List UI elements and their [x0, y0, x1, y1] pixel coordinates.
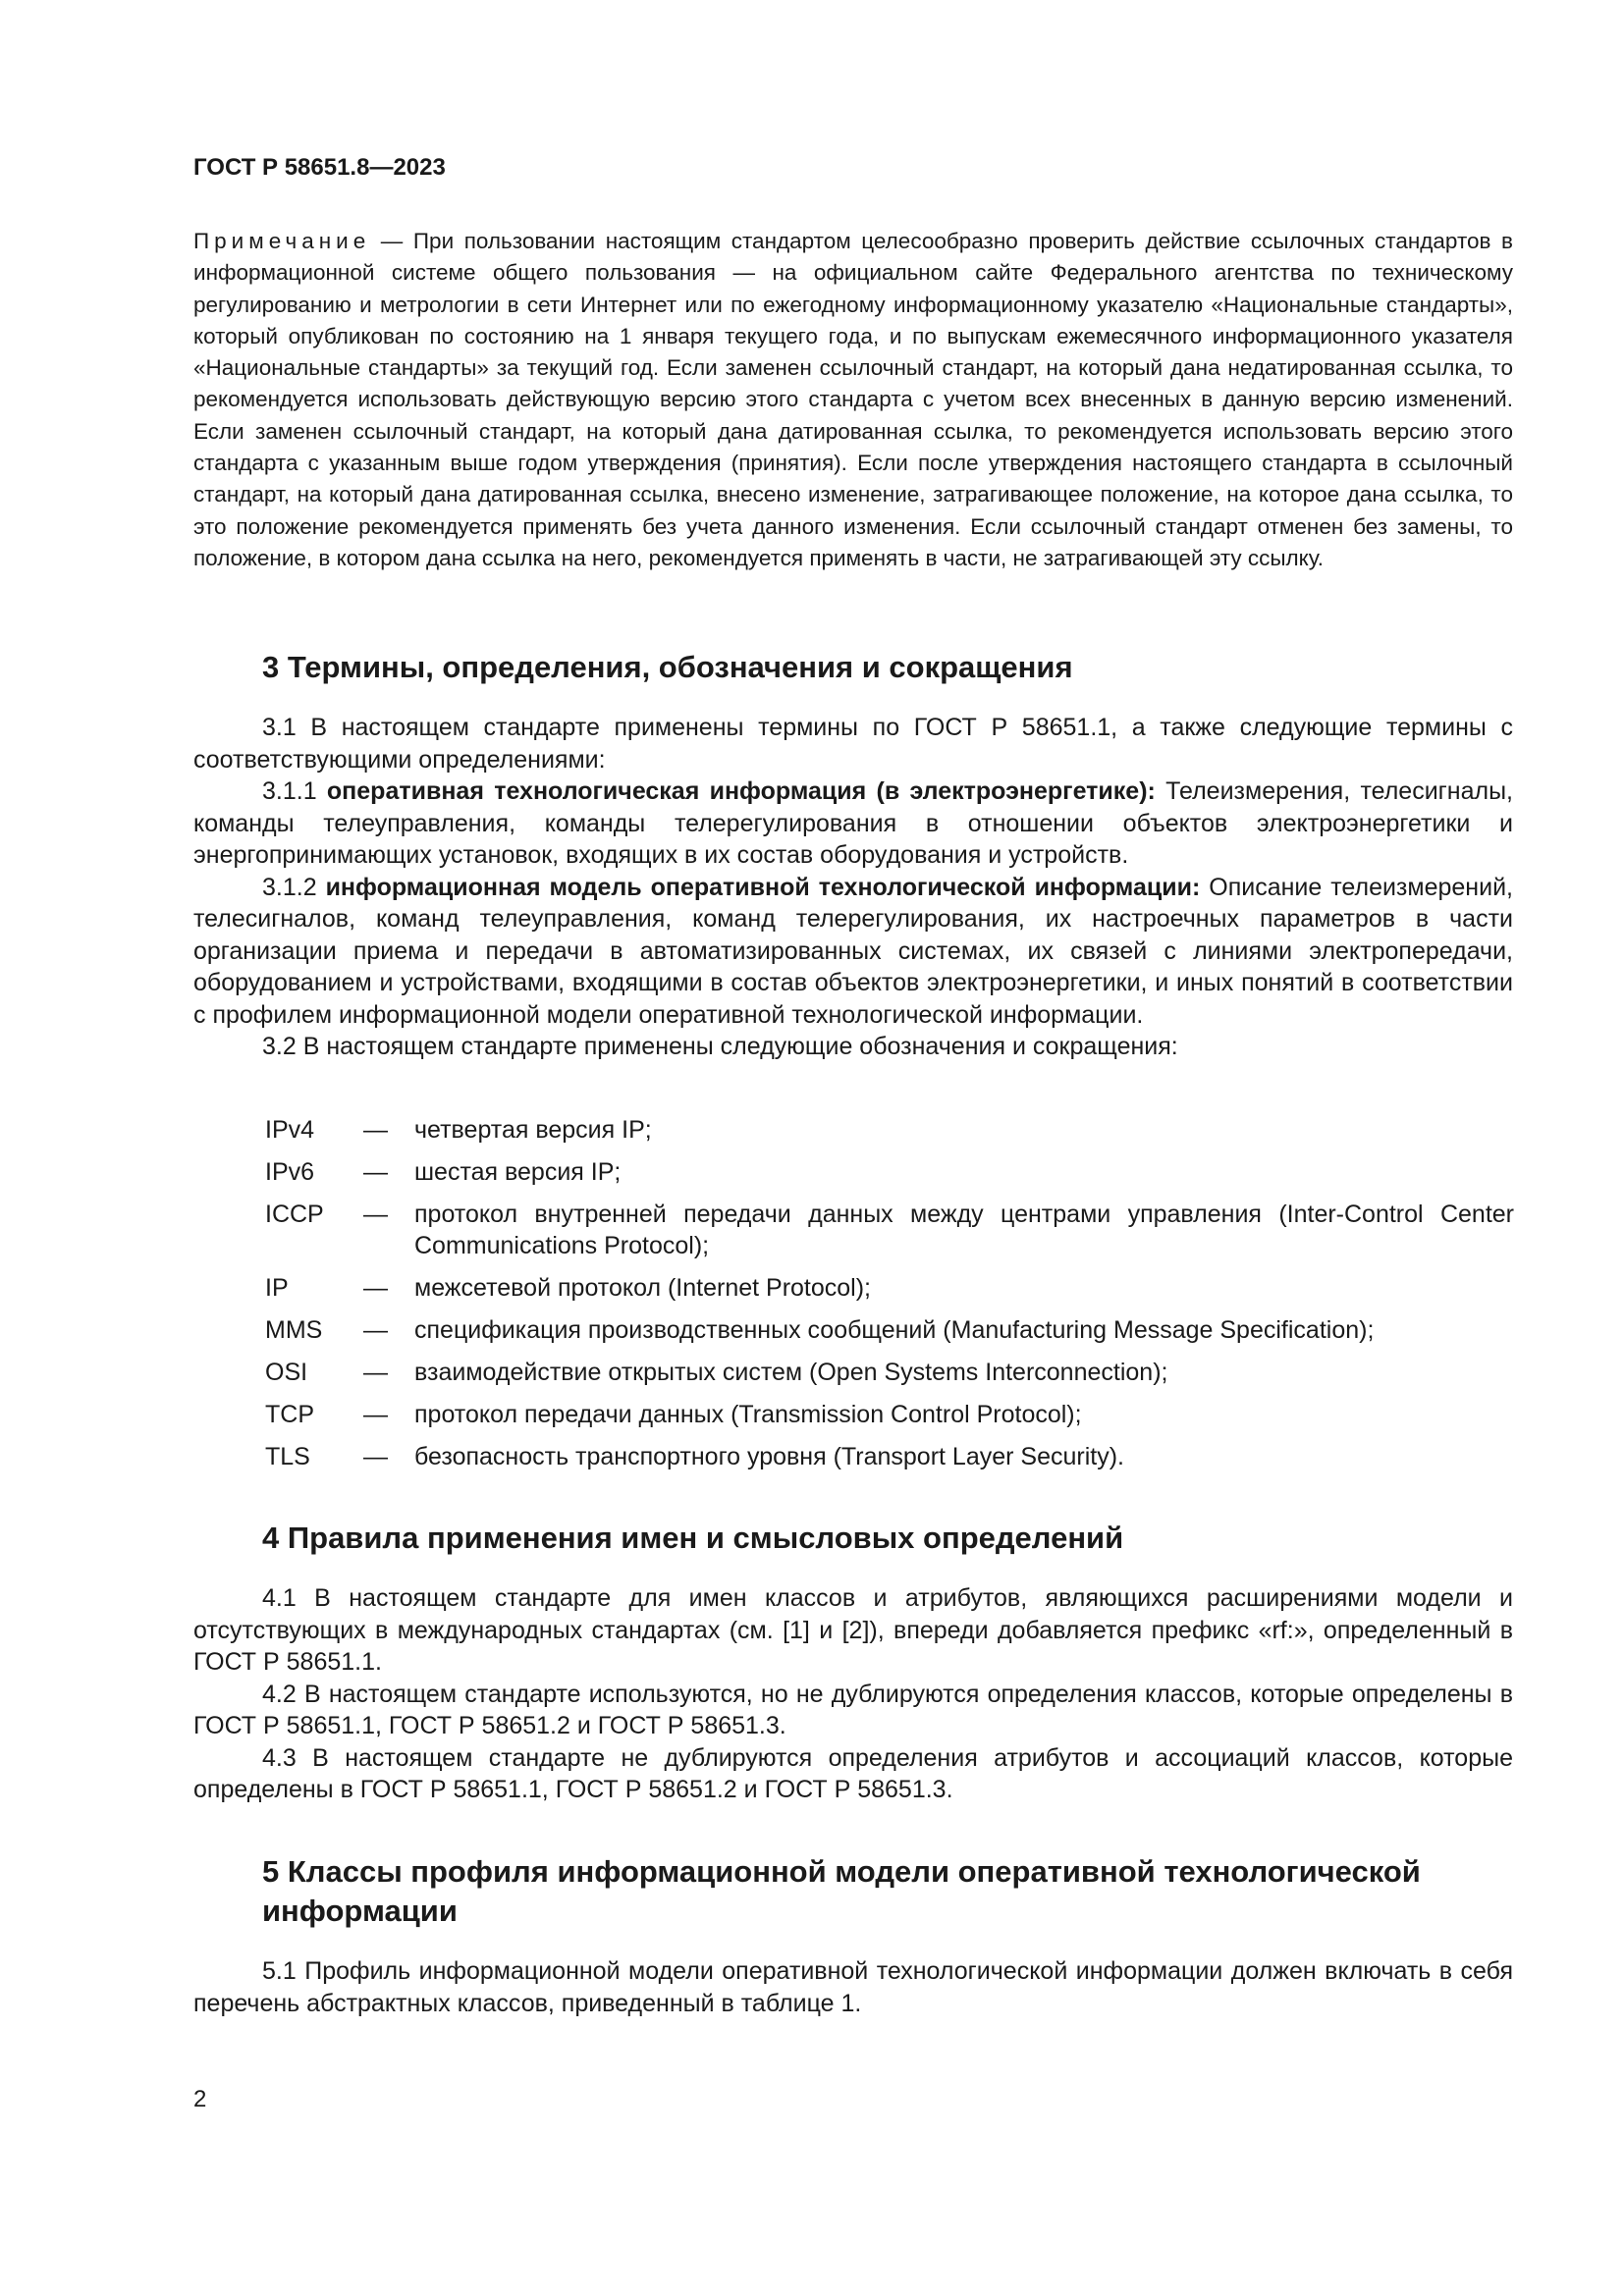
abbreviation-value: шестая версия IP; — [414, 1158, 622, 1186]
abbreviation-value: безопасность транспортного уровня (Transport Layer Security). — [414, 1443, 1124, 1470]
section-3-heading: 3 Термины, определения, обозначения и сокращения — [262, 650, 1073, 684]
term-definition: Описание телеизмерений, телесигналов, команд телеуправления, команд телерегулирования, их настроечных параметров в части организации приема и передачи в автоматизированных системах, их связей с линиями электропередачи, оборудованием и устройствами, входящими в состав объектов электроэнергетики, и иных понятий в соответствии с профилем информационной модели оперативной технологической информации. — [193, 873, 1513, 1029]
section-5-heading: 5 Классы профиля информационной модели оперативной технологической информации — [262, 1854, 1421, 1928]
abbreviation-list — [265, 1114, 1514, 1483]
paragraph-3-2: 3.2 В настоящем стандарте применены следующие обозначения и сокращения: — [262, 1033, 1178, 1060]
paragraph-4-2: 4.2 В настоящем стандарте используются, но не дублируются определения классов, которые определены в ГОСТ Р 58651.1, ГОСТ Р 58651.2 и ГОСТ Р 58651.3. — [193, 1680, 1513, 1739]
abbreviation-row — [265, 1114, 1514, 1146]
paragraph-3-1: 3.1 В настоящем стандарте применены термины по ГОСТ Р 58651.1, а также следующие термины с соответствующими определениями: — [193, 714, 1513, 774]
paragraph-4-1: 4.1 В настоящем стандарте для имен классов и атрибутов, являющихся расширениями модели и отсутствующих в международных стандартах (см. [1] и [2]), впереди добавляется префикс «rf:», определенный в ГОСТ Р 58651.1. — [193, 1584, 1513, 1676]
abbreviation-value: взаимодействие открытых систем (Open Systems Interconnection); — [414, 1359, 1168, 1386]
section-3-body — [193, 712, 1513, 1063]
abbreviation-key: MMS — [265, 1316, 323, 1344]
section-5-body — [193, 1955, 1513, 2019]
term-definition: Телеизмерения, телесигналы, команды телеуправления, команды телерегулирования в отношении объектов электроэнергетики и энергопринимающих установок, входящих в их состав оборудования и устройств. — [193, 777, 1513, 869]
abbreviation-key: OSI — [265, 1359, 308, 1386]
abbreviation-dash: — — [363, 1274, 388, 1302]
abbreviation-row — [265, 1399, 1514, 1430]
term-title: оперативная технологическая информация (в электроэнергетике): — [326, 777, 1156, 805]
abbreviation-key: TLS — [265, 1443, 310, 1470]
abbreviation-dash: — — [363, 1316, 388, 1344]
abbreviation-value: четвертая версия IP; — [414, 1116, 652, 1144]
abbreviation-dash: — — [363, 1401, 388, 1428]
term-number: 3.1.2 — [262, 873, 326, 901]
abbreviation-dash: — — [363, 1201, 388, 1228]
paragraph-3-1-2 — [193, 872, 1513, 1032]
section-4-body — [193, 1582, 1513, 1806]
abbreviation-key: IPv6 — [265, 1158, 315, 1186]
abbreviation-dash: — — [363, 1443, 388, 1470]
note-text: — При пользовании настоящим стандартом целесообразно проверить действие ссылочных стандартов в информационной системе общего пользования — на официальном сайте Федерального агентства по техническому регулированию и метрологии в сети Интернет или по ежегодному информационному указателю «Национальные стандарты», который опубликован по состоянию на 1 января текущего года, и по выпускам ежемесячного информационного указателя «Национальные стандарты» за текущий год. Если заменен ссылочный стандарт, на который дана недатированная ссылка, то рекомендуется использовать действующую версию этого стандарта с учетом всех внесенных в данную версию изменений. Если заменен ссылочный стандарт, на который дана датированная ссылка, то рекомендуется использовать версию этого стандарта с указанным выше годом утверждения (принятия). Если после утверждения настоящего стандарта в ссылочный стандарт, на который дана датированная ссылка, внесено изменение, затрагивающее положение, на которое дана ссылка, то это положение рекомендуется применять без учета данного изменения. Если ссылочный стандарт отменен без замены, то положение, в котором дана ссылка на него, рекомендуется применять в части, не затрагивающей эту ссылку. — [193, 229, 1513, 570]
abbreviation-row — [265, 1314, 1514, 1346]
abbreviation-key: TCP — [265, 1401, 314, 1428]
abbreviation-row — [265, 1199, 1514, 1261]
reference-note — [193, 226, 1513, 574]
page-number: 2 — [193, 2086, 207, 2112]
note-label: Примечание — [193, 229, 371, 253]
abbreviation-dash: — — [363, 1158, 388, 1186]
paragraph-5-1: 5.1 Профиль информационной модели оперативной технологической информации должен включать в себя перечень абстрактных классов, приведенный в таблице 1. — [193, 1957, 1513, 2017]
term-title: информационная модель оперативной технологической информации: — [325, 873, 1201, 901]
section-4-heading: 4 Правила применения имен и смысловых определений — [262, 1521, 1124, 1555]
paragraph-3-1-1 — [193, 775, 1513, 872]
abbreviation-value: протокол передачи данных (Transmission Control Protocol); — [414, 1401, 1082, 1428]
document-header: ГОСТ Р 58651.8—2023 — [193, 154, 446, 181]
abbreviation-value: спецификация производственных сообщений (Manufacturing Message Specification); — [414, 1316, 1375, 1344]
abbreviation-key: IPv4 — [265, 1116, 315, 1144]
abbreviation-value: протокол внутренней передачи данных между центрами управления (Inter-Control Center Communications Protocol); — [414, 1201, 1514, 1259]
term-number: 3.1.1 — [262, 777, 327, 805]
abbreviation-key: IP — [265, 1274, 289, 1302]
abbreviation-key: ICCP — [265, 1201, 324, 1228]
abbreviation-value: межсетевой протокол (Internet Protocol); — [414, 1274, 872, 1302]
paragraph-4-3: 4.3 В настоящем стандарте не дублируются определения атрибутов и ассоциаций классов, которые определены в ГОСТ Р 58651.1, ГОСТ Р 58651.2 и ГОСТ Р 58651.3. — [193, 1743, 1513, 1803]
abbreviation-dash: — — [363, 1359, 388, 1386]
abbreviation-row — [265, 1272, 1514, 1304]
abbreviation-dash: — — [363, 1116, 388, 1144]
abbreviation-row — [265, 1156, 1514, 1188]
abbreviation-row — [265, 1441, 1514, 1472]
abbreviation-row — [265, 1357, 1514, 1388]
